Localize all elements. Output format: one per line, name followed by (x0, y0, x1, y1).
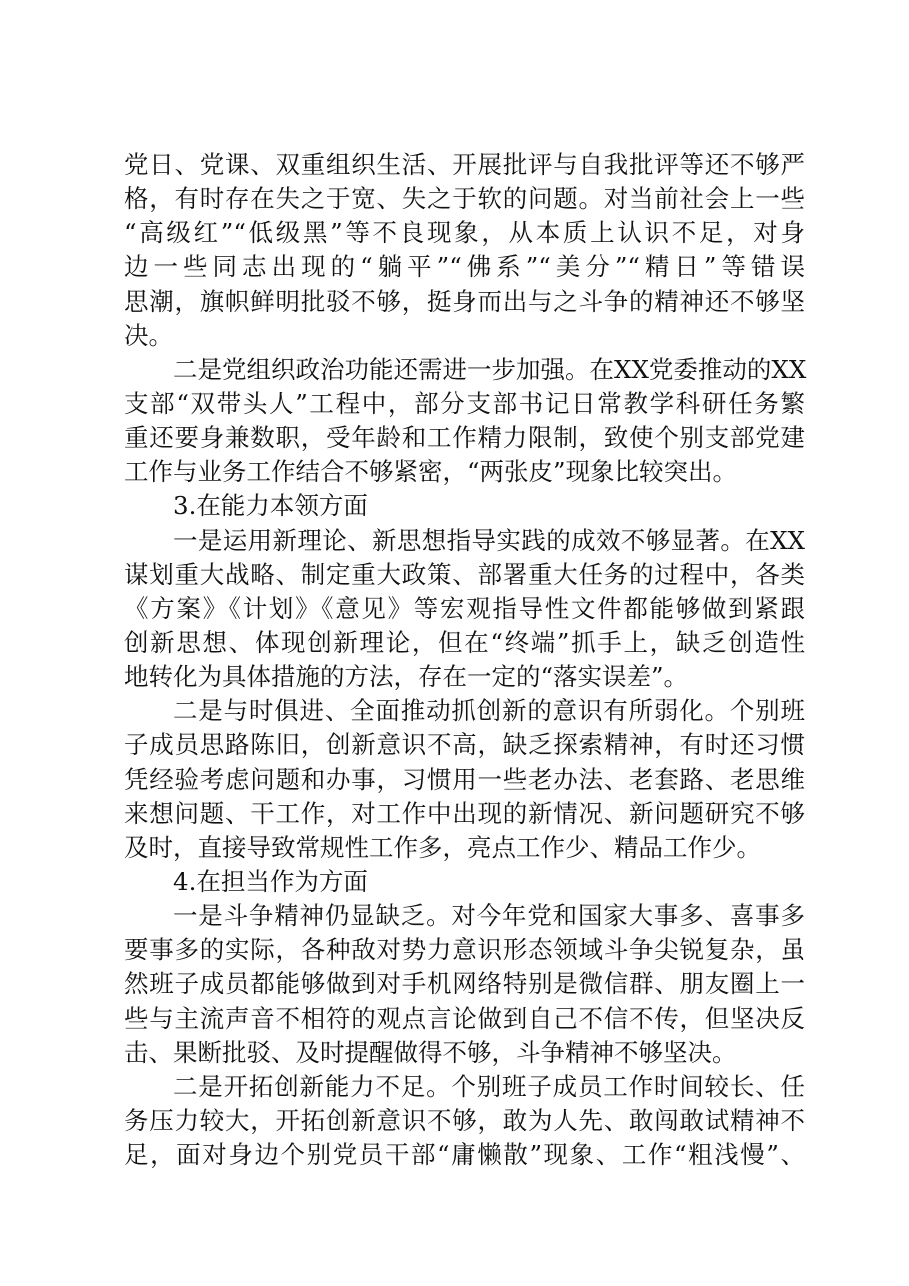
paragraph-continuation (124, 148, 805, 353)
text-line: 工作与业务工作结合不够紧密，“两张皮”现象比较突出。 (124, 457, 738, 487)
text-line: 谋划重大战略、制定重大政策、部署重大任务的过程中，各类 (124, 559, 805, 589)
text-line: 创新思想、体现创新理论，但在“终端”抓手上，缺乏创造性 (124, 627, 805, 657)
text-line: 二是与时俱进、全面推动抓创新的意识有所弱化。个别班 (173, 696, 805, 726)
text-line: 凭经验考虑问题和办事，习惯用一些老办法、老套路、老思维 (124, 764, 805, 794)
text-line: 些与主流声音不相符的观点言论做到自己不信不传，但坚决反 (124, 1003, 805, 1033)
text-line: 务压力较大，开拓创新意识不够，敢为人先、敢闯敢试精神不 (124, 1105, 805, 1135)
text-line: 格，有时存在失之于宽、失之于软的问题。对当前社会上一些 (124, 184, 805, 214)
text-line: 支部“双带头人”工程中，部分支部书记日常教学科研任务繁 (124, 388, 805, 418)
paragraph-party-organization (124, 353, 805, 490)
text-line: “高级红”“低级黑”等不良现象，从本质上认识不足，对身 (124, 218, 805, 248)
paragraph-pioneering-ability (124, 1070, 805, 1172)
text-line: 子成员思路陈旧，创新意识不高，缺乏探索精神，有时还习惯 (124, 730, 805, 760)
text-line: 地转化为具体措施的方法，存在一定的“落实误差”。 (124, 662, 689, 692)
section-heading-ability: 3.在能力本领方面 (173, 491, 368, 521)
text-line: 要事多的实际，各种敌对势力意识形态领域斗争尖锐复杂，虽 (124, 935, 805, 965)
document-page (124, 148, 805, 1172)
text-line: 一是运用新理论、新思想指导实践的成效不够显著。在XX (173, 525, 805, 555)
text-line: 然班子成员都能够做到对手机网络特别是微信群、朋友圈上一 (124, 969, 805, 999)
text-line: 一是斗争精神仍显缺乏。对今年党和国家大事多、喜事多 (173, 901, 805, 931)
text-line: 决。 (124, 320, 173, 350)
text-line: 及时，直接导致常规性工作多，亮点工作少、精品工作少。 (124, 832, 761, 862)
text-line: 足，面对身边个别党员干部“庸懒散”现象、工作“粗浅慢”、 (124, 1140, 805, 1170)
paragraph-innovation-awareness (124, 694, 805, 865)
text-line: 《方案》《计划》《意见》等宏观指导性文件都能够做到紧跟 (124, 593, 805, 623)
text-line: 思潮，旗帜鲜明批驳不够，挺身而出与之斗争的精神还不够坚 (124, 286, 805, 316)
text-line: 来想问题、干工作，对工作中出现的新情况、新问题研究不够 (124, 798, 805, 828)
section-heading-responsibility: 4.在担当作为方面 (173, 866, 368, 896)
paragraph-fighting-spirit (124, 899, 805, 1070)
text-line: 二是开拓创新能力不足。个别班子成员工作时间较长、任 (173, 1071, 805, 1101)
text-line: 二是党组织政治功能还需进一步加强。在XX党委推动的XX (173, 354, 807, 384)
text-line: 击、果断批驳、及时提醒做得不够，斗争精神不够坚决。 (124, 1037, 737, 1067)
text-line: 重还要身兼数职，受年龄和工作精力限制，致使个别支部党建 (124, 423, 805, 453)
text-line: 党日、党课、双重组织生活、开展批评与自我批评等还不够严 (124, 150, 805, 179)
text-line: 边一些同志出现的“躺平”“佛系”“美分”“精日”等错误 (124, 252, 805, 282)
paragraph-new-theory (124, 524, 805, 695)
